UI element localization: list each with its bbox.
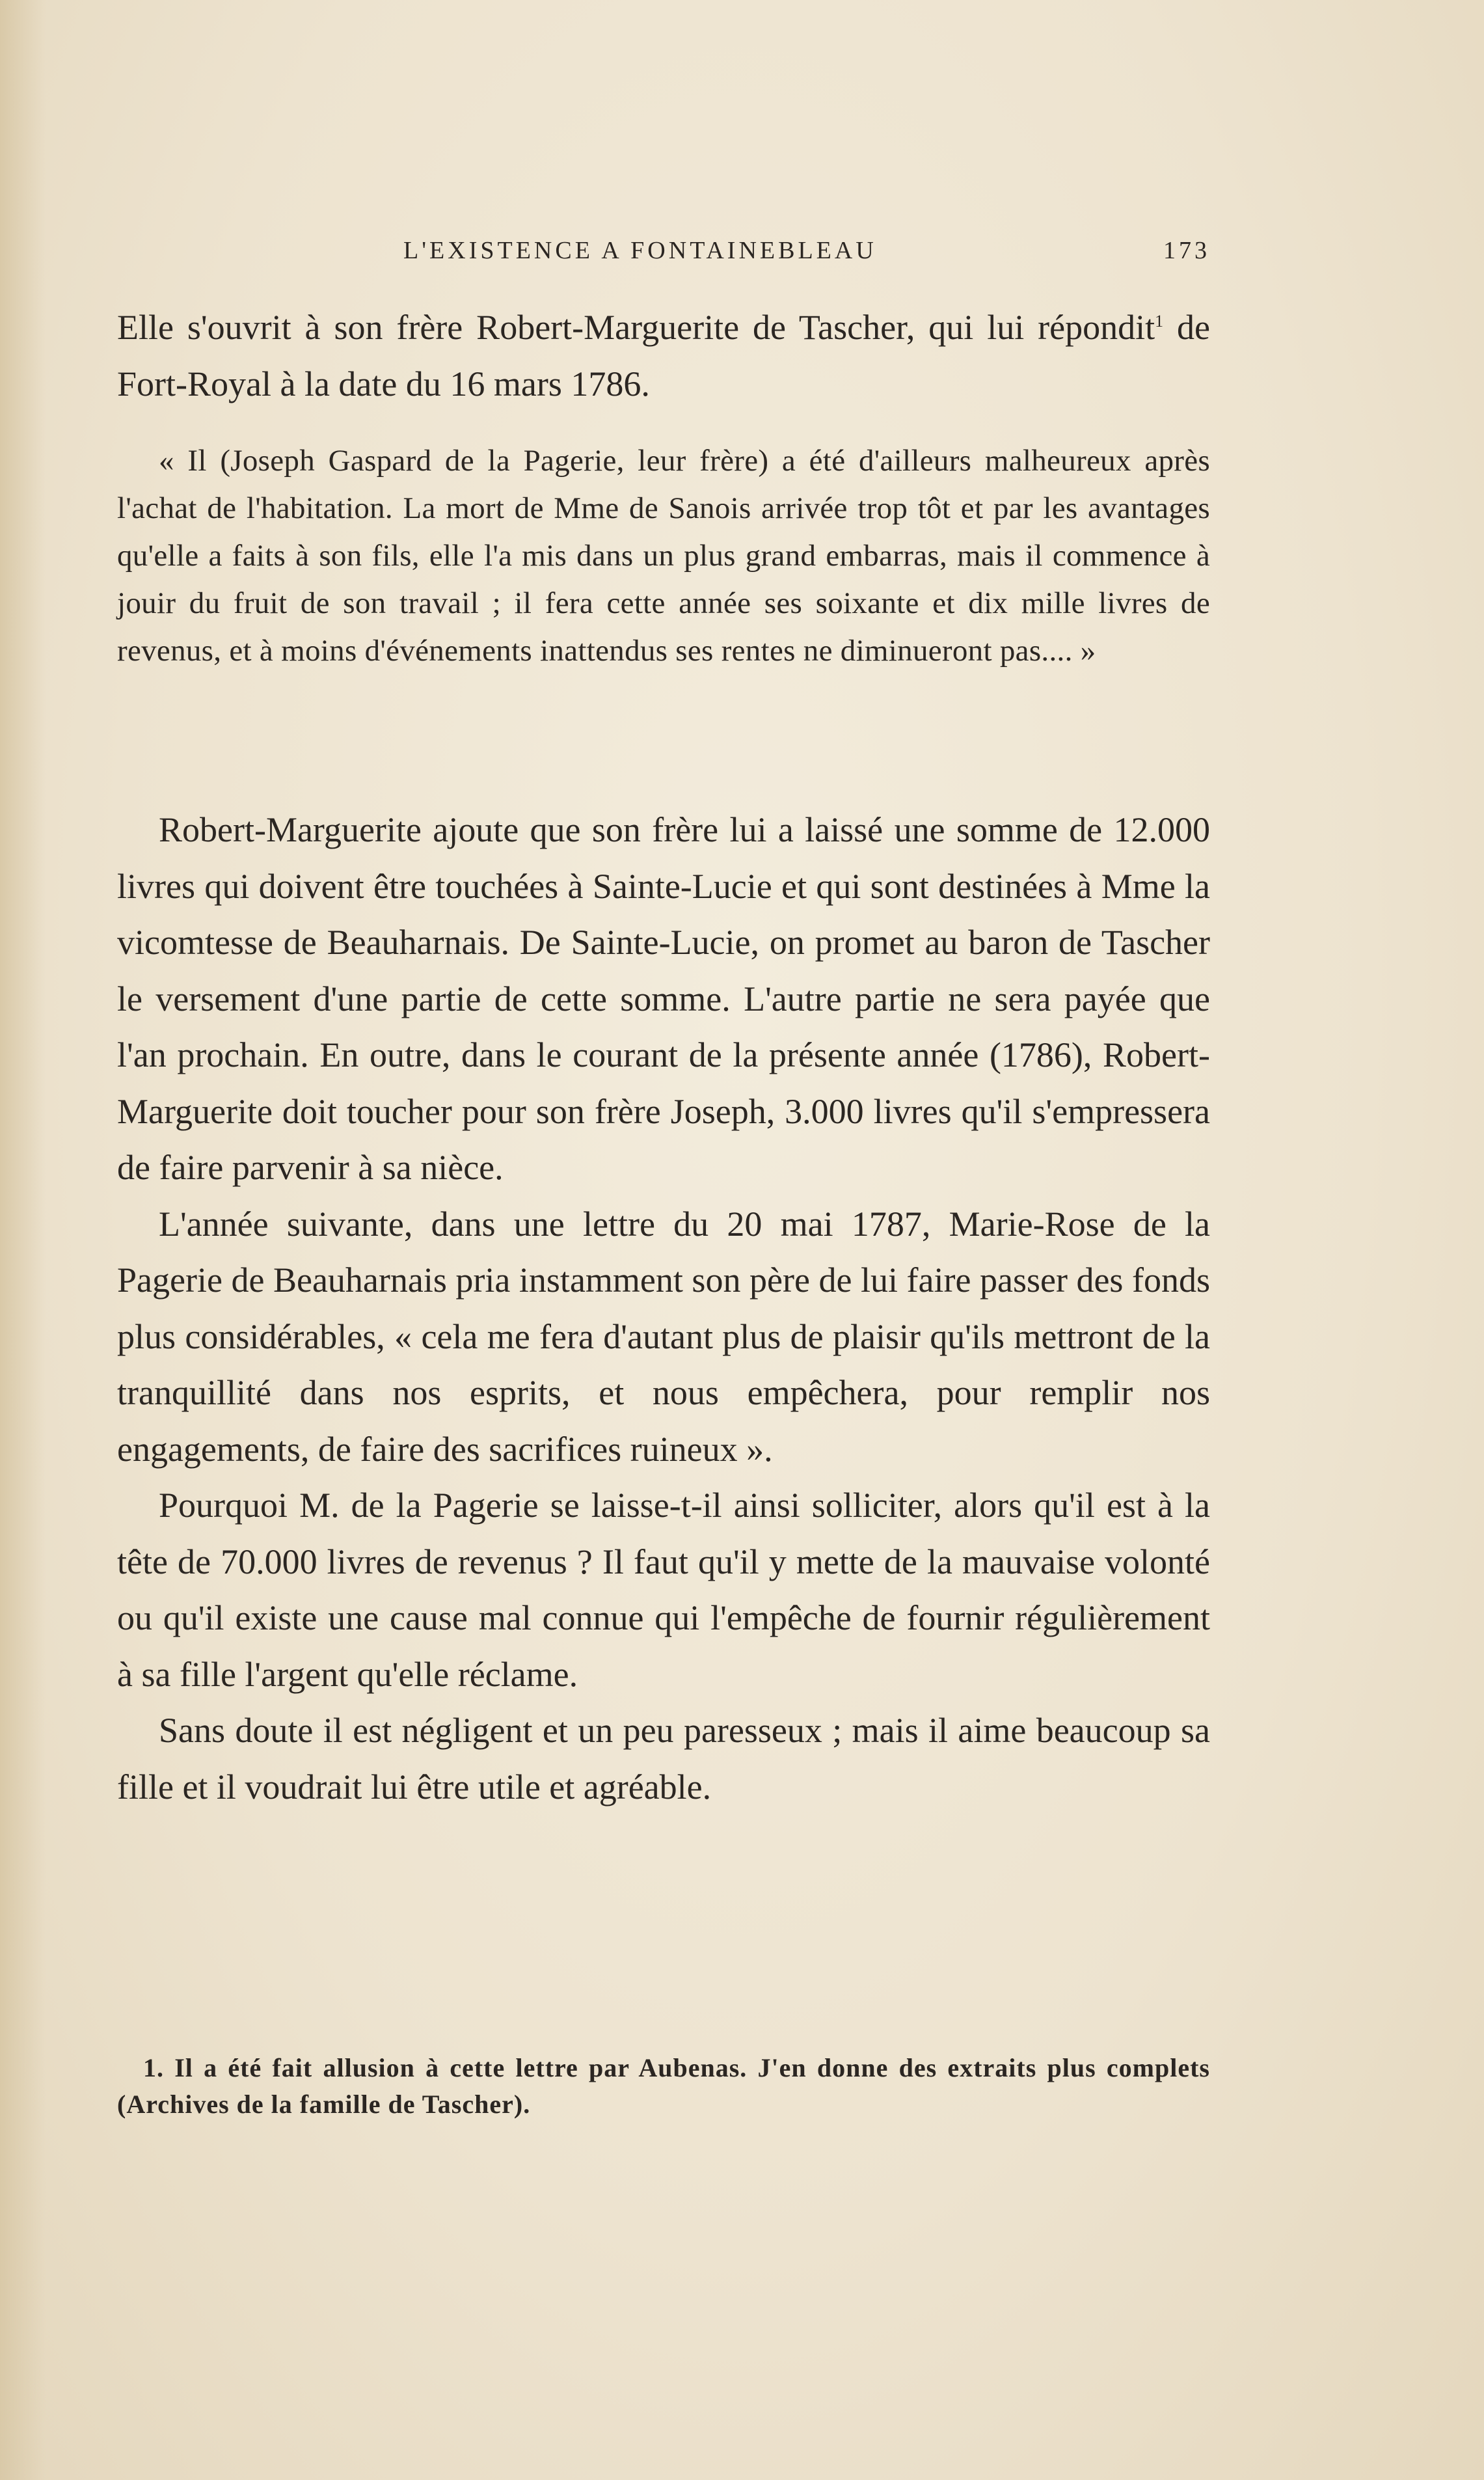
intro-paragraph-block: [117, 299, 1210, 412]
intro-text-continued: de Fort-Royal à la date du 16 mars 1786.: [117, 308, 1211, 403]
footnote-block: [117, 2050, 1210, 2123]
footnote-reference: 1: [1155, 312, 1164, 331]
intro-paragraph: [117, 299, 1210, 412]
intro-text: Elle s'ouvrit à son frère Robert-Marguerite de Tascher, qui lui répondit: [117, 308, 1155, 347]
paragraph-sans-doute: Sans doute il est négligent et un peu paresseux ; mais il aime beaucoup sa fille et il voudrait lui être utile et agréable.: [117, 1711, 1210, 1806]
page-edge-shadow: [0, 0, 46, 2480]
quote-block: [117, 437, 1210, 675]
footnote: 1. Il a été fait allusion à cette lettre par Aubenas. J'en donne des extraits plus complets (Archives de la famille de Tascher).: [117, 2053, 1210, 2119]
page-header: [117, 231, 1210, 270]
quoted-letter: « Il (Joseph Gaspard de la Pagerie, leur frère) a été d'ailleurs malheureux après l'achat de l'habitation. La mort de Mme de Sanois arrivée trop tôt et par les avantages qu'elle a faits à son fils, elle l'a mis dans un plus grand embarras, mais il commence à jouir du fruit de son travail ; il fera cette année ses soixante et dix mille livres de revenus, et à moins d'événements inattendus ses rentes ne diminueront pas.... »: [117, 444, 1210, 668]
page-number: 173: [1163, 237, 1210, 264]
paragraph-annee-suivante: L'année suivante, dans une lettre du 20 mai 1787, Marie-Rose de la Pagerie de Beauharnais pria instamment son père de lui faire passer des fonds plus considérables, « cela me fera d'autant plus de plaisir qu'ils mettront de la tranquillité dans nos esprits, et nous empêchera, pour remplir nos engagements, de faire des sacrifices ruineux ».: [117, 1204, 1210, 1469]
paragraph-robert-marguerite: Robert-Marguerite ajoute que son frère lui a laissé une somme de 12.000 livres qui doivent être touchées à Sainte-Lucie et qui sont destinées à Mme la vicomtesse de Beauharnais. De Sainte-Lucie, on promet au baron de Tascher le versement d'une partie de cette somme. L'autre partie ne sera payée que l'an prochain. En outre, dans le courant de la présente année (1786), Robert-Marguerite doit toucher pour son frère Joseph, 3.000 livres qu'il s'empressera de faire parvenir à sa nièce.: [117, 810, 1210, 1187]
main-text-block: [117, 802, 1210, 1815]
running-title: L'EXISTENCE A FONTAINEBLEAU: [403, 237, 877, 264]
paragraph-pourquoi: Pourquoi M. de la Pagerie se laisse-t-il ainsi solliciter, alors qu'il est à la tête de 70.000 livres de revenus ? Il faut qu'il y mette de la mauvaise volonté ou qu'il existe une cause mal connue qui l'empêche de fournir régulièrement à sa fille l'argent qu'elle réclame.: [117, 1486, 1210, 1694]
